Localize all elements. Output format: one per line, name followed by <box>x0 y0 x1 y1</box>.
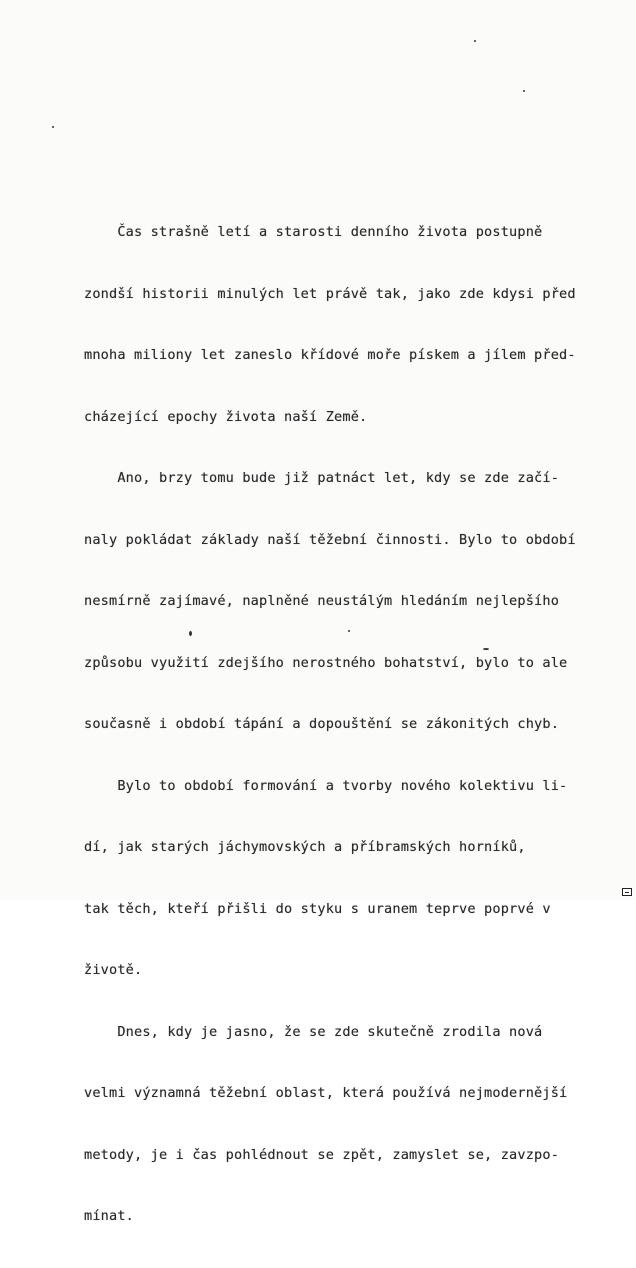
text-line: nesmírně zajímavé, naplněné neustálým hledáním nejlepšího <box>84 593 560 609</box>
text-line: Čas strašně letí a starosti denního života postupně <box>84 224 543 240</box>
text-line: cházející epochy života naší Země. <box>84 408 368 425</box>
text-line: Ano, brzy tomu bude již patnáct let, kdy se zde začí- <box>84 470 560 486</box>
document-icon <box>622 888 632 896</box>
text-line: způsobu využití zdejšího nerostného bohatství, bylo to ale <box>84 654 568 671</box>
text-line: tak těch, kteří přišli do styku s uranem teprve poprvé v <box>84 900 551 917</box>
text-line: mnoha miliony let zaneslo křídové moře pískem a jílem před- <box>84 347 576 363</box>
text-line: naly pokládat základy naší těžební činnosti. Bylo to období <box>84 531 576 548</box>
scan-speck <box>189 631 192 636</box>
scan-speck <box>52 126 54 128</box>
text-line: mínat. <box>84 1208 135 1224</box>
scan-speck <box>523 90 525 92</box>
text-line: velmi významná těžební oblast, která používá nejmodernější <box>84 1085 568 1101</box>
typewritten-text <box>84 181 604 1268</box>
text-line: dí, jak starých jáchymovských a příbramských horníků, <box>84 839 526 855</box>
scan-speck <box>348 630 350 632</box>
text-line: životě. <box>84 962 143 978</box>
scan-speck <box>474 40 476 42</box>
text-line: zondší historii minulých let právě tak, jako zde kdysi před <box>84 285 576 302</box>
text-line: metody, je i čas pohlédnout se zpět, zamyslet se, zavzpo- <box>84 1146 560 1163</box>
text-line: současně i období tápání a dopouštění se zákonitých chyb. <box>84 716 560 732</box>
scan-speck <box>483 648 489 650</box>
text-line: Dnes, kdy je jasno, že se zde skutečně zrodila nová <box>84 1023 543 1040</box>
text-line: Bylo to období formování a tvorby nového kolektivu li- <box>84 777 568 794</box>
